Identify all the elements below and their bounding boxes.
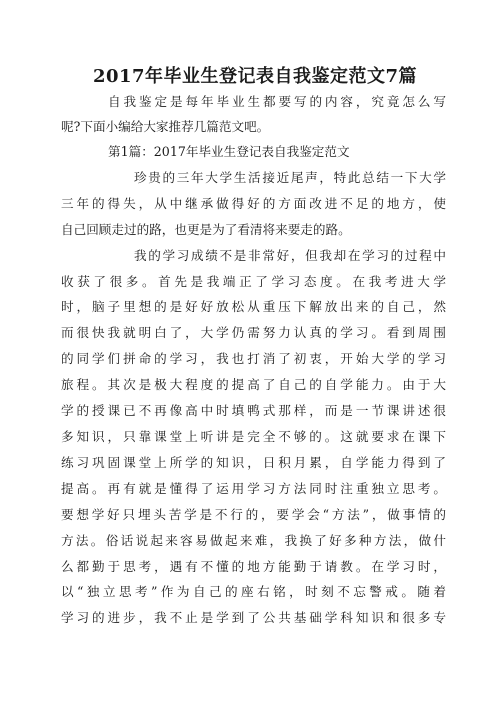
section-heading: 第1篇：2017年毕业生登记表自我鉴定范文: [108, 144, 350, 159]
paragraph-2-line-5: 的同学们拼命的学习，我也打消了初衷，开始大学的学习: [61, 351, 446, 366]
paragraph-2-line-6: 旅程。其次是极大程度的提高了自己的自学能力。由于大: [61, 377, 446, 392]
paragraph-1-line-3: 自己回顾走过的路，也更是为了看清将来要走的路。: [61, 222, 351, 237]
paragraph-2-line-1: 我的学习成绩不是非常好，但我却在学习的过程中: [134, 248, 446, 263]
paragraph-2-line-11: 要想学好只埋头苦学是不行的，要学会“方法”，做事情的: [61, 507, 446, 522]
paragraph-2-line-15: 学习的进步，我不止是学到了公共基础学科知识和很多专: [61, 610, 446, 625]
paragraph-2-line-12: 方法。俗话说起来容易做起来难，我换了好多种方法，做什: [61, 533, 446, 548]
intro-line-2: 呢?下面小编给大家推荐几篇范文吧。: [61, 119, 270, 134]
paragraph-2-line-8: 多知识，只靠课堂上听讲是完全不够的。这就要求在课下: [61, 429, 446, 444]
document-title: 2017年毕业生登记表自我鉴定范文7篇: [92, 66, 418, 87]
paragraph-2-line-4: 而很快我就明白了，大学仍需努力认真的学习。看到周围: [61, 325, 446, 340]
paragraph-2-line-7: 学的授课已不再像高中时填鸭式那样，而是一节课讲述很: [61, 403, 446, 418]
paragraph-1-line-1: 珍贵的三年大学生活接近尾声，特此总结一下大学: [134, 170, 446, 185]
paragraph-2-line-9: 练习巩固课堂上所学的知识，日积月累，自学能力得到了: [61, 455, 446, 470]
paragraph-2-line-3: 时，脑子里想的是好好放松从重压下解放出来的自己，然: [61, 299, 446, 314]
paragraph-2-line-2: 收获了很多。首先是我端正了学习态度。在我考进大学: [61, 274, 446, 289]
paragraph-1-line-2: 三年的得失，从中继承做得好的方面改进不足的地方，使: [61, 196, 446, 211]
paragraph-2-line-13: 么都勤于思考，遇有不懂的地方能勤于请教。在学习时，: [61, 559, 446, 574]
intro-line-1: 自我鉴定是每年毕业生都要写的内容，究竟怎么写: [108, 94, 446, 109]
paragraph-2-line-10: 提高。再有就是懂得了运用学习方法同时注重独立思考。: [61, 481, 446, 496]
paragraph-2-line-14: 以“独立思考”作为自己的座右铭，时刻不忘警戒。随着: [61, 584, 446, 599]
